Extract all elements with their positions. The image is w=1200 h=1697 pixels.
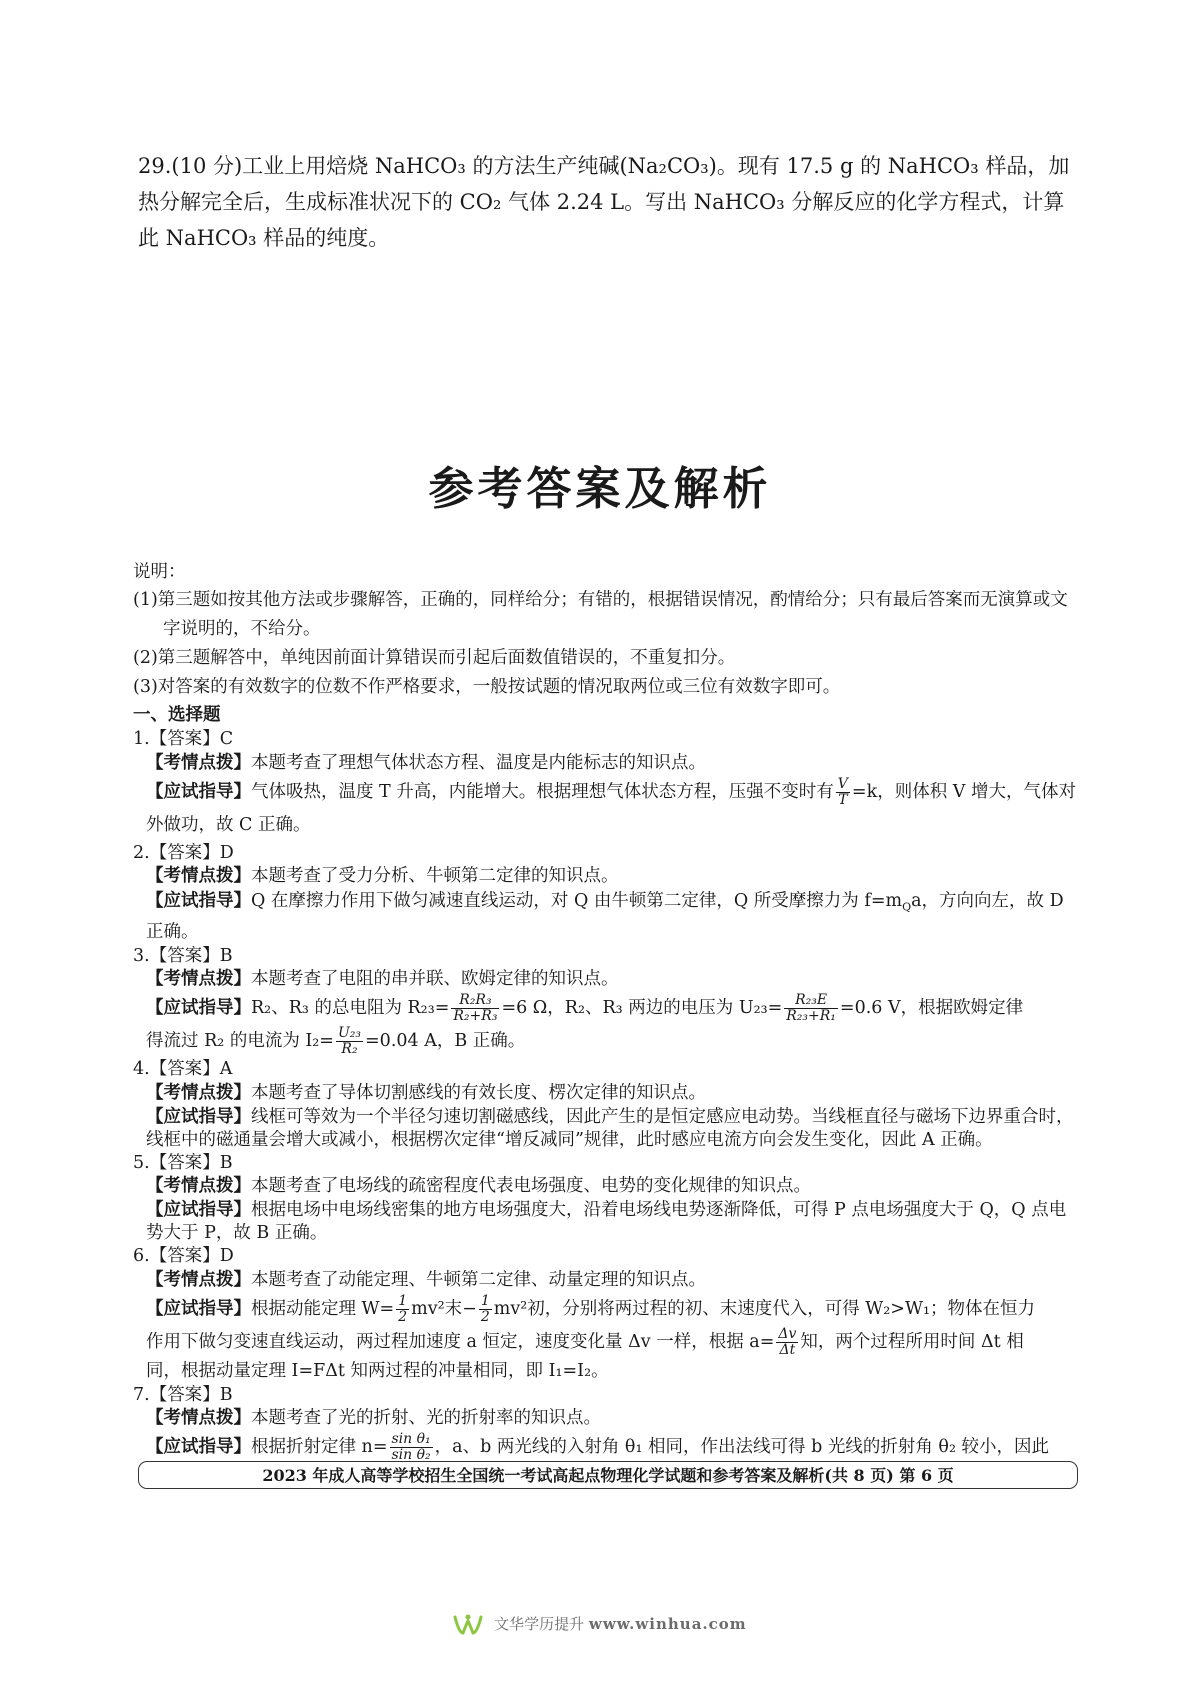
guide-text: 知，两个过程所用时间 Δt 相 (800, 1331, 1024, 1352)
fraction-numerator: U₂₃ (337, 1025, 362, 1041)
guide-text: 气体吸热，温度 T 升高，内能增大。根据理想气体状态方程，压强不变时有 (251, 781, 834, 802)
guide-line (133, 1326, 1078, 1359)
kaoqing-line (133, 1406, 1078, 1431)
fraction (836, 777, 850, 808)
fraction-numerator: sin θ₁ (391, 1431, 431, 1447)
guide-line (133, 776, 1078, 842)
kaoqing-label: 【考情点拨】 (146, 1176, 251, 1196)
kaoqing-text: 本题考查了电阻的串并联、欧姆定律的知识点。 (251, 969, 619, 989)
kaoqing-text: 本题考查了导体切割感线的有效长度、楞次定律的知识点。 (251, 1082, 706, 1103)
guide-label: 【应试指导】 (146, 1298, 251, 1319)
question-text: (10 分)工业上用焙烧 NaHCO₃ 的方法生产纯碱(Na₂CO₃)。现有 17.5 g 的 NaHCO₃ 样品，加热分解完全后，生成标准状况下的 CO₂ 气体 2.24 L。写出 NaHCO₃ 分解反应的化学方程式，计算此 NaHCO₃ 样品的纯度。 (138, 154, 1070, 250)
fraction-denominator: 2 (398, 1308, 408, 1325)
kaoqing-line (133, 1174, 1078, 1199)
kaoqing-line (133, 1268, 1078, 1293)
guide-text: ，a、b 两光线的入射角 θ₁ 相同，作出法线可得 b 光线的折射角 θ₂ 较小，因此 (434, 1437, 1050, 1457)
kaoqing-text: 本题考查了光的折射、光的折射率的知识点。 (251, 1408, 601, 1428)
subscript: Q (902, 900, 912, 914)
fraction-numerator: 1 (480, 1292, 490, 1309)
guide-line (133, 992, 1078, 1025)
fraction (451, 993, 499, 1024)
kaoqing-label: 【考情点拨】 (146, 969, 251, 989)
fraction-denominator: T (838, 791, 848, 808)
answer-content (133, 558, 1078, 1464)
fraction-numerator: R₂₃E (784, 993, 838, 1009)
fraction (479, 1294, 492, 1325)
fraction-numerator: 1 (398, 1292, 408, 1309)
watermark (0, 1613, 1200, 1637)
winhua-logo-icon (453, 1613, 483, 1637)
kaoqing-text: 本题考查了动能定理、牛顿第二定律、动量定理的知识点。 (251, 1269, 706, 1290)
guide-label: 【应试指导】 (146, 1106, 251, 1127)
kaoqing-text: 本题考查了受力分析、牛顿第二定律的知识点。 (251, 866, 619, 886)
guide-line (133, 1431, 1078, 1464)
kaoqing-line (133, 967, 1078, 992)
fraction-numerator: V (837, 775, 848, 792)
kaoqing-label: 【考情点拨】 (146, 866, 251, 886)
kaoqing-label: 【考情点拨】 (146, 1408, 251, 1428)
kaoqing-label: 【考情点拨】 (146, 1082, 251, 1103)
guide-text: 作用下做匀变速直线运动，两过程加速度 a 恒定，速度变化量 Δv 一样，根据 a= (146, 1331, 775, 1352)
guide-line (133, 1293, 1078, 1326)
section-title: 一、选择题 (133, 705, 221, 725)
guide-label: 【应试指导】 (146, 998, 251, 1018)
answer-head: 2.【答案】D (133, 842, 234, 863)
answer-head: 6.【答案】D (133, 1246, 234, 1266)
guide-text: 线框可等效为一个半径匀速切割磁感线，因此产生的是恒定感应电动势。当线框直径与磁场下边界重合时，线框中的磁通量会增大或减小，根据楞次定律“增反减同”规律，此时感应电流方向会发生变化，因此 A 正确。 (146, 1106, 1074, 1150)
guide-text: 根据电场中电场线密集的地方电场强度大，沿着电场线电势逐渐降低，可得 P 点电场强度大于 Q，Q 点电势大于 P，故 B 正确。 (146, 1200, 1067, 1243)
guide-text: mv²初，分别将两过程的初、末速度代入，可得 W₂>W₁；物体在恒力 (493, 1298, 1035, 1319)
guide-line (133, 1106, 1078, 1152)
kaoqing-label: 【考情点拨】 (146, 752, 251, 773)
fraction (776, 1327, 798, 1358)
answer-head: 3.【答案】B (133, 945, 233, 966)
watermark-site[interactable]: www.winhua.com (588, 1615, 747, 1633)
guide-text: =k，则体积 V 增大，气体对外做功，故 C 正确。 (146, 781, 1076, 835)
guide-text: a，方向向左，故 D 正确。 (146, 891, 1064, 942)
fraction-denominator: R₂+R₃ (453, 1008, 498, 1024)
fraction (784, 993, 838, 1024)
note-item: (2)第三题解答中，单纯因前面计算错误而引起后面数值错误的，不重复扣分。 (133, 648, 736, 668)
guide-text: =0.04 A，B 正确。 (365, 1031, 526, 1051)
guide-text: Q 在摩擦力作用下做匀减速直线运动，对 Q 由牛顿第二定律，Q 所受摩擦力为 f=m (251, 891, 903, 911)
kaoqing-text: 本题考查了理想气体状态方程、温度是内能标志的知识点。 (251, 752, 706, 773)
fraction (396, 1294, 409, 1325)
fraction-denominator: Δt (779, 1341, 796, 1358)
kaoqing-label: 【考情点拨】 (146, 1269, 251, 1290)
guide-text: 根据动能定理 W= (251, 1298, 395, 1319)
guide-text: R₂、R₃ 的总电阻为 R₂₃= (251, 998, 450, 1018)
guide-line (133, 889, 1078, 945)
page-title: 参考答案及解析 (428, 462, 772, 515)
guide-text: =6 Ω，R₂、R₃ 两边的电压为 U₂₃= (501, 998, 783, 1018)
kaoqing-line (133, 751, 1078, 776)
notes-heading: 说明： (133, 562, 186, 582)
guide-line (133, 1025, 1078, 1058)
note-item: (1)第三题如按其他方法或步骤解答，正确的，同样给分；有错的，根据错误情况，酌情给分；只有最后答案而无演算或文字说明的，不给分。 (133, 590, 1068, 639)
answer-head: 5.【答案】B (133, 1152, 233, 1173)
fraction-denominator: R₂ (341, 1041, 358, 1057)
guide-line (133, 1359, 1078, 1384)
note-item: (3)对答案的有效数字的位数不作严格要求，一般按试题的情况取两位或三位有效数字即可。 (133, 677, 841, 697)
kaoqing-line (133, 1081, 1078, 1106)
guide-line (133, 1199, 1078, 1245)
fraction-denominator: 2 (480, 1308, 490, 1325)
guide-text: 根据折射定律 n= (251, 1437, 388, 1457)
guide-label: 【应试指导】 (146, 781, 251, 802)
fraction (336, 1026, 363, 1057)
answer-head: 4.【答案】A (133, 1059, 233, 1079)
fraction-numerator: R₂R₃ (451, 993, 499, 1009)
guide-label: 【应试指导】 (146, 891, 251, 911)
fraction-numerator: Δv (778, 1325, 797, 1342)
fraction-denominator: R₂₃+R₁ (786, 1008, 836, 1024)
guide-text: =0.6 V，根据欧姆定律 (839, 998, 1024, 1018)
page-footer: 2023 年成人高等学校招生全国统一考试高起点物理化学试题和参考答案及解析(共 8 页) 第 6 页 (138, 1461, 1078, 1489)
kaoqing-line (133, 864, 1078, 889)
fraction (390, 1432, 433, 1463)
guide-label: 【应试指导】 (146, 1200, 251, 1220)
question-number: 29. (138, 154, 172, 178)
guide-text: mv²末− (411, 1298, 477, 1319)
answer-head: 1.【答案】C (133, 729, 234, 749)
guide-label: 【应试指导】 (146, 1437, 251, 1457)
answer-head: 7.【答案】B (133, 1384, 233, 1405)
guide-text: 得流过 R₂ 的电流为 I₂= (146, 1031, 334, 1051)
question-29 (138, 148, 1078, 256)
fraction-denominator: sin θ₂ (391, 1447, 431, 1463)
kaoqing-text: 本题考查了电场线的疏密程度代表电场强度、电势的变化规律的知识点。 (251, 1176, 811, 1196)
watermark-brand: 文华学历提升 (494, 1615, 585, 1633)
guide-text: 同，根据动量定理 I=FΔt 知两过程的冲量相同，即 I₁=I₂。 (146, 1360, 609, 1381)
